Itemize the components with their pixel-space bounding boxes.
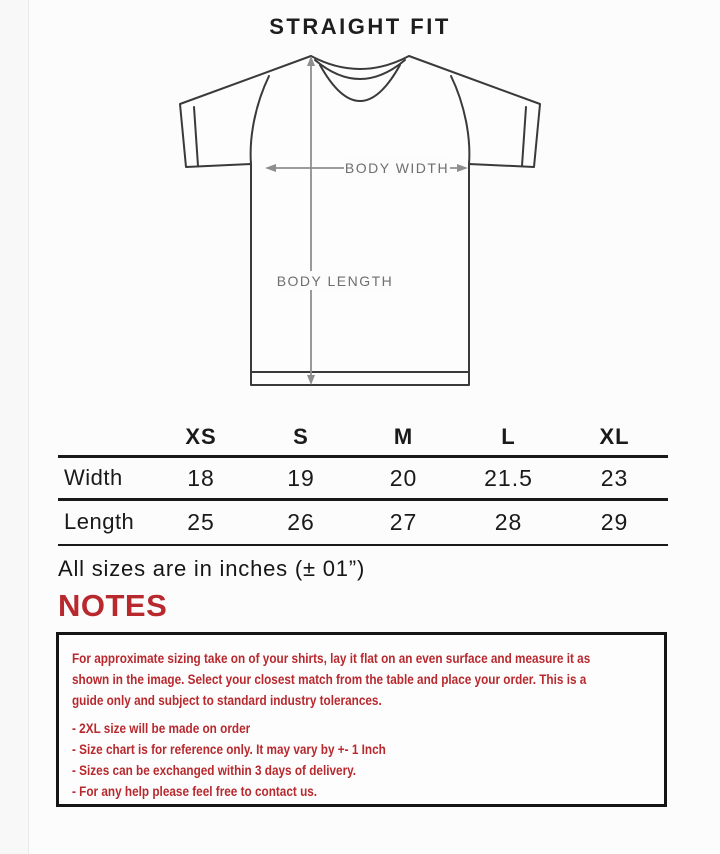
header-spacer	[58, 418, 151, 455]
width-value-l: 21.5	[484, 464, 533, 491]
tshirt-diagram	[165, 50, 555, 400]
body-width-label: BODY WIDTH	[344, 160, 450, 176]
row-label-width: Width	[64, 465, 123, 490]
notes-heading: NOTES	[58, 588, 168, 623]
notes-paragraph-line: For approximate sizing take on of your shirts, lay it flat on an even surface and measure it as	[72, 650, 591, 666]
size-table-row-length	[58, 501, 668, 544]
notes-bullet: - Sizes can be exchanged within 3 days of delivery.	[72, 762, 357, 778]
notes-content	[72, 648, 677, 802]
size-table-header-row	[58, 418, 668, 455]
notes-paragraph-line: guide only and subject to standard industry tolerances.	[72, 692, 382, 708]
body-length-label: BODY LENGTH	[276, 273, 394, 289]
sizes-unit-note: All sizes are in inches (± 01”)	[58, 556, 366, 581]
col-header-l: L	[501, 423, 516, 449]
col-header-xs: XS	[185, 423, 217, 449]
width-value-m: 20	[389, 464, 418, 491]
notes-bullet: - 2XL size will be made on order	[72, 720, 251, 736]
page-left-margin	[0, 0, 28, 854]
width-value-xl: 23	[600, 464, 629, 491]
width-value-xs: 18	[187, 464, 215, 491]
width-value-s: 19	[287, 464, 315, 491]
notes-gap	[72, 711, 677, 718]
page-title: STRAIGHT FIT	[269, 14, 451, 39]
col-header-s: S	[293, 423, 309, 449]
notes-paragraph-line: shown in the image. Select your closest match from the table and place your order. This is a	[72, 671, 587, 687]
left-edge-line	[28, 0, 29, 854]
length-value-xl: 29	[600, 508, 629, 535]
col-header-m: M	[393, 423, 414, 449]
col-header-xl: XL	[599, 423, 630, 449]
notes-bullet: - Size chart is for reference only. It may vary by +- 1 Inch	[72, 741, 386, 757]
length-value-l: 28	[494, 508, 523, 535]
notes-box	[56, 632, 667, 807]
row-label-length: Length	[64, 509, 135, 534]
size-table	[58, 418, 668, 546]
length-value-s: 26	[287, 508, 315, 535]
table-rule-bottom	[58, 544, 668, 547]
notes-bullet: - For any help please feel free to contact us.	[72, 783, 318, 799]
length-value-xs: 25	[187, 508, 215, 535]
size-table-row-width	[58, 458, 668, 498]
tshirt-outline	[180, 56, 540, 385]
length-value-m: 27	[389, 508, 418, 535]
